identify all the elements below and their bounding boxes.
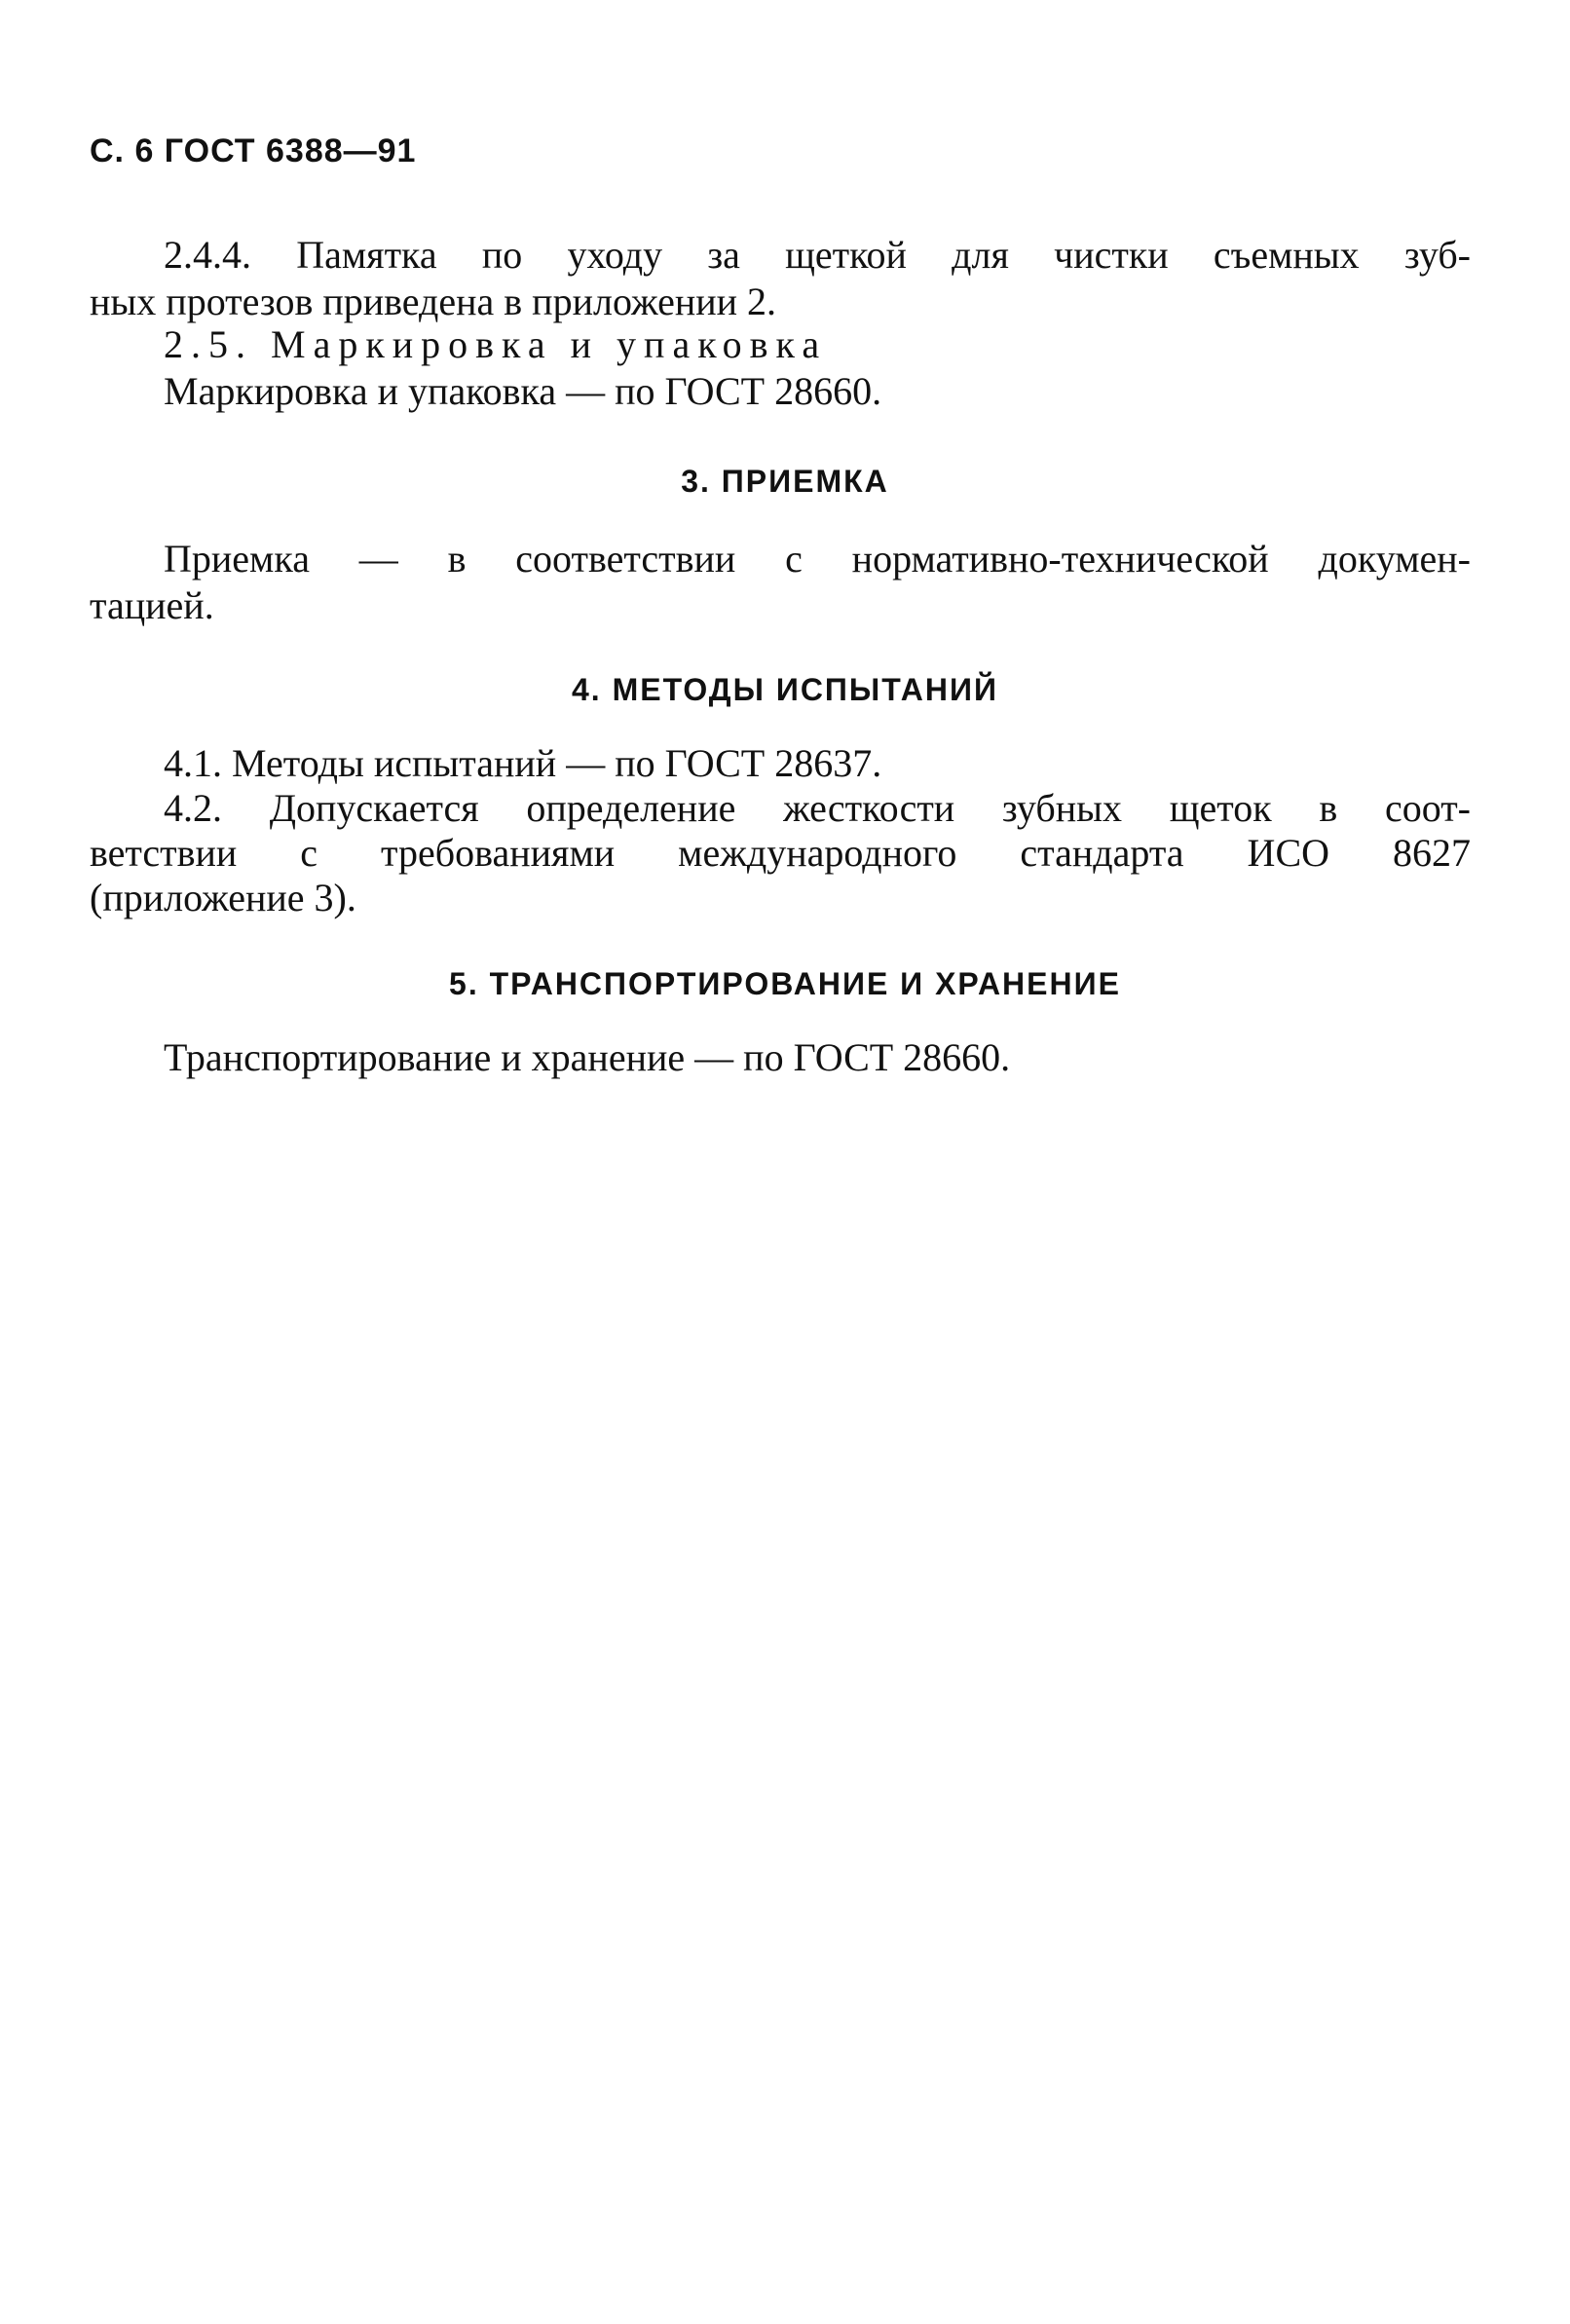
section-5-heading: 5. ТРАНСПОРТИРОВАНИЕ И ХРАНЕНИЕ xyxy=(449,966,1121,1001)
paragraph-4-2-line-2: ветствии с требованиями международного стандарта ИСО 8627 xyxy=(90,831,1471,875)
section-3-heading: 3. ПРИЕМКА xyxy=(681,464,889,499)
paragraph-2-4-4-line-1: 2.4.4. Памятка по уходу за щеткой для чистки съемных зуб- xyxy=(164,233,1471,277)
paragraph-4-1: 4.1. Методы испытаний — по ГОСТ 28637. xyxy=(164,741,882,785)
paragraph-2-5-text: Маркировка и упаковка — по ГОСТ 28660. xyxy=(164,369,882,413)
section-3-line-2: тацией. xyxy=(90,583,214,627)
section-4-heading: 4. МЕТОДЫ ИСПЫТАНИЙ xyxy=(572,672,998,707)
paragraph-2-4-4-line-2: ных протезов приведена в приложении 2. xyxy=(90,280,777,323)
paragraph-4-2-line-1: 4.2. Допускается определение жесткости зубных щеток в соот- xyxy=(164,786,1471,830)
section-5-text: Транспортирование и хранение — по ГОСТ 28660. xyxy=(164,1035,1011,1079)
subsection-2-5-title: 2.5. Маркировка и упаковка xyxy=(164,322,828,366)
page-header: С. 6 ГОСТ 6388—91 xyxy=(90,132,417,169)
paragraph-4-2-line-3: (приложение 3). xyxy=(90,876,356,919)
section-3-line-1: Приемка — в соответствии с нормативно-технической докумен- xyxy=(164,537,1471,581)
